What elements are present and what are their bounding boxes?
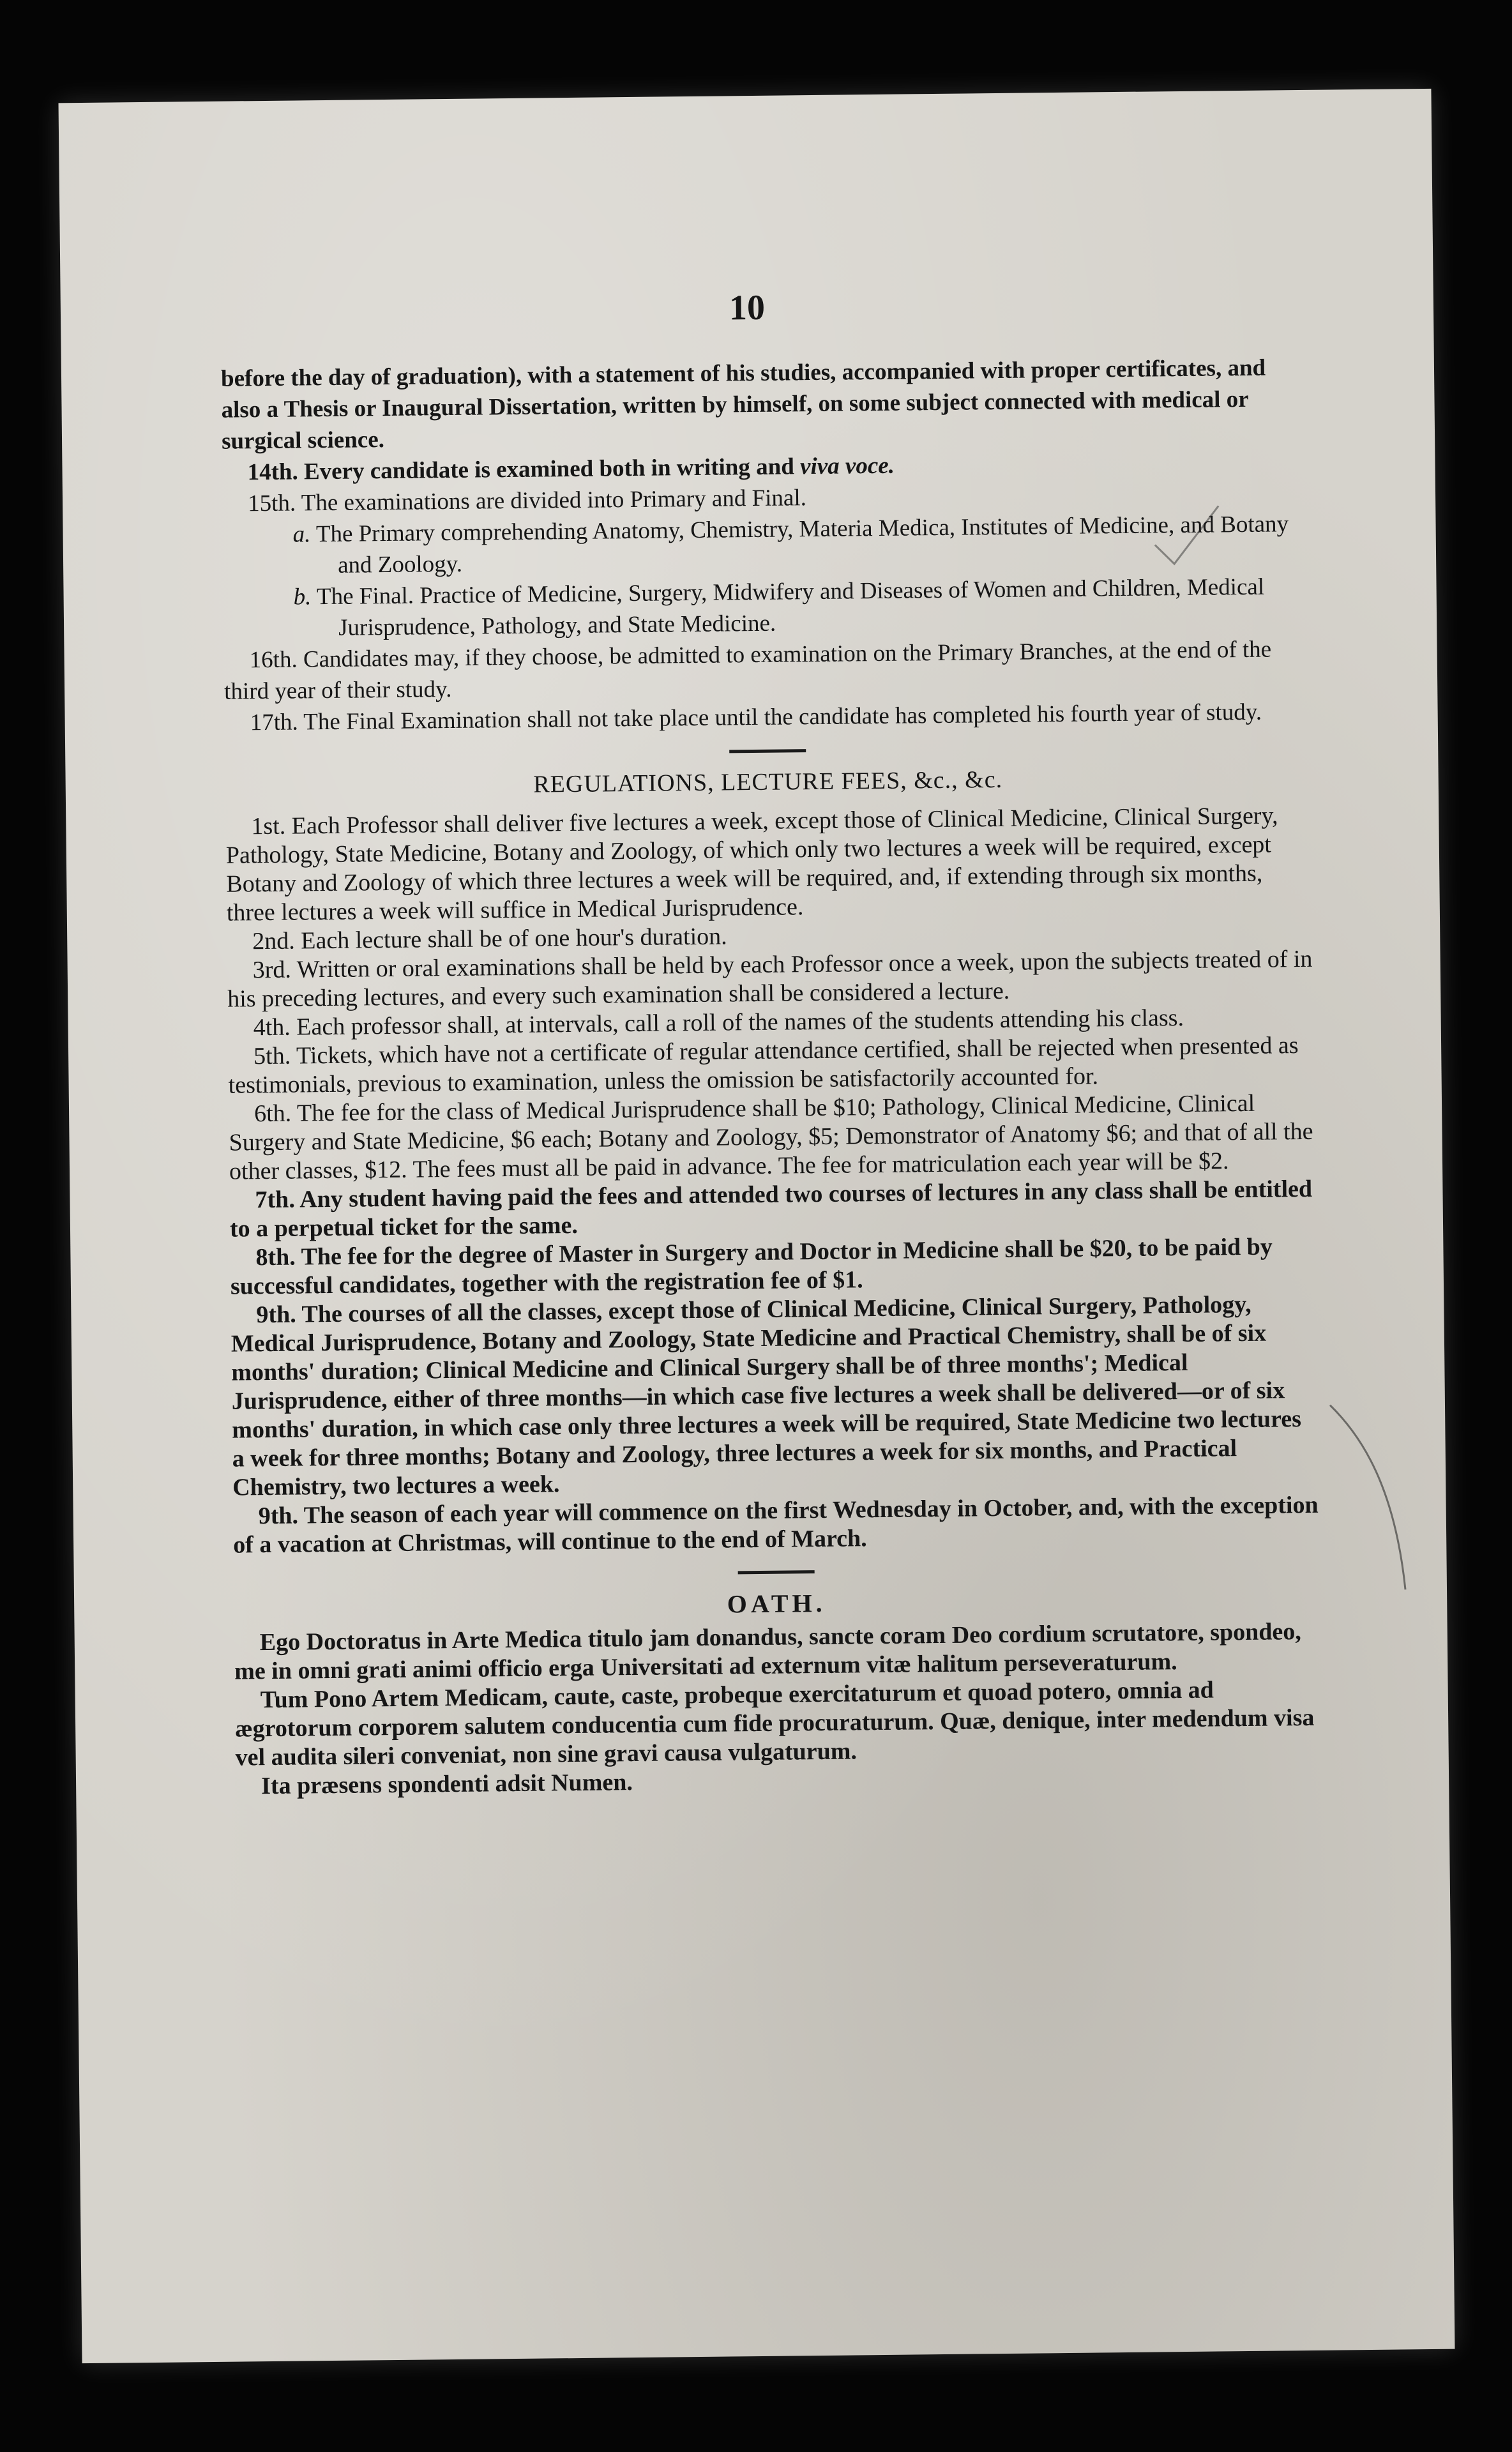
rule-15-b-text: The Final. Practice of Medicine, Surgery, Midwifery and Diseases of Women and Children, Medical Jurisprudence, Pathology, and State Medicine. [316,573,1265,641]
pencil-annotation [1324,1398,1415,1603]
section-divider [738,1570,815,1574]
regulations-list [225,801,1319,1560]
rule-17: 17th. The Final Examination shall not take place until the candidate has completed his fourth year of study. [250,699,1262,736]
oath-paragraph: Ego Doctoratus in Arte Medica titulo jam donandus, sancte coram Deo cordium scrutatore, spondeo, me in omni grati animi officio erga Universitati ad externum vitæ halitum perseveraturum. [234,1618,1301,1685]
regulation-item: 5th. Tickets, which have not a certificate of regular attendance certified, shall be rejected when presented as testimonials, previous to examination, unless the omission be satisfactorily accounted for. [228,1032,1299,1099]
rule-15-a [222,508,1308,582]
oath-heading: OATH. [727,1588,826,1619]
regulation-item: 7th. Any student having paid the fees and attended two courses of lectures in any class shall be entitled to a perpetual ticket for the same. [229,1175,1313,1243]
rule-16: 16th. Candidates may, if they choose, be admitted to examination on the Primary Branches, at the end of the third year of their study. [223,636,1272,705]
rule-15-b [223,571,1309,645]
regulation-item: 2nd. Each lecture shall be of one hour's duration. [252,923,727,955]
page-number: 10 [729,287,766,328]
regulation-item: 9th. The courses of all the classes, except those of Clinical Medicine, Clinical Surgery, Pathology, Medical Jurisprudence, Botany and Zoology, State Medicine and Practical Chemistry, shall be of six months' duration; Clinical Medicine and Clinical Surgery shall be of three months'; Medical Jurisprudence, either of three months—in which case five lectures a week shall be delivered—or of six months' duration, in which case only three lectures a week will be required, State Medicine two lectures a week for three months; Botany and Zoology, three lectures a week for six months, and Practical Chemistry, two lectures a week. [231,1290,1302,1501]
regulation-item: 4th. Each professor shall, at intervals, call a roll of the names of the students attending his class. [253,1004,1184,1041]
oath-paragraph: Tum Pono Artem Medicam, caute, caste, probeque exercitaturum et quoad potero, omnia ad ægrotorum corporem salutem conducentia cum fide procuraturum. Quæ, denique, inter medendum visa vel audita sileri conveniat, non sine gravi causa vulgaturum. [234,1676,1315,1771]
regulation-item: 8th. The fee for the degree of Master in Surgery and Doctor in Medicine shall be $20, to be paid by successful candidates, together with the registration fee of $1. [230,1233,1273,1300]
document-page [59,89,1455,2363]
section-divider [729,749,806,753]
rule-15-a-label: a. [292,521,311,548]
rule-15-b-label: b. [293,584,312,610]
oath-paragraph: Ita præsens spondenti adsit Numen. [261,1769,633,1800]
regulation-item: 9th. The season of each year will commence on the first Wednesday in October, and, with the exception of a vacation at Christmas, will continue to the end of March. [232,1491,1319,1559]
rule-15-a-text: The Primary comprehending Anatomy, Chemistry, Materia Medica, Institutes of Medicine, and Botany and Zoology. [315,511,1289,579]
regulation-item: 3rd. Written or oral examinations shall be held by each Professor once a week, upon the subjects treated of in his preceding lectures, and every such examination shall be considered a lecture. [227,945,1313,1013]
rule-15-number: 15th. [247,490,296,517]
rule-14-text: Every candidate is examined both in writing and [303,453,794,485]
rule-14-number: 14th. [247,458,298,486]
intro-paragraph: before the day of graduation), with a statement of his studies, accompanied with proper certificates, and also a Thesis or Inaugural Dissertation, written by himself, on some subject connected with medical or surgical science. [220,354,1266,455]
oath-text [234,1617,1322,1801]
regulation-item: 1st. Each Professor shall deliver five lectures a week, except those of Clinical Medicine, Clinical Surgery, Pathology, State Medicine, Botany and Zoology, of which only two lectures a week will be required, except Botany and Zoology of which three lectures a week will be required, and, if extending through six months, three lectures a week will suffice in Medical Jurisprudence. [225,802,1278,927]
pencil-check-mark [1148,499,1225,577]
rule-15-text: The examinations are divided into Primary and Final. [301,485,807,517]
regulation-item: 6th. The fee for the class of Medical Jurisprudence shall be $10; Pathology, Clinical Medicine, Clinical Surgery and State Medicine, $6 each; Botany and Zoology, $5; Demonstrator of Anatomy $6; and that of all the other classes, $12. The fees must all be paid in advance. The fee for matriculation each year will be $2. [229,1089,1313,1185]
rule-14-italic: viva voce. [799,452,895,480]
regulations-heading: REGULATIONS, LECTURE FEES, &c., &c. [533,766,1003,798]
